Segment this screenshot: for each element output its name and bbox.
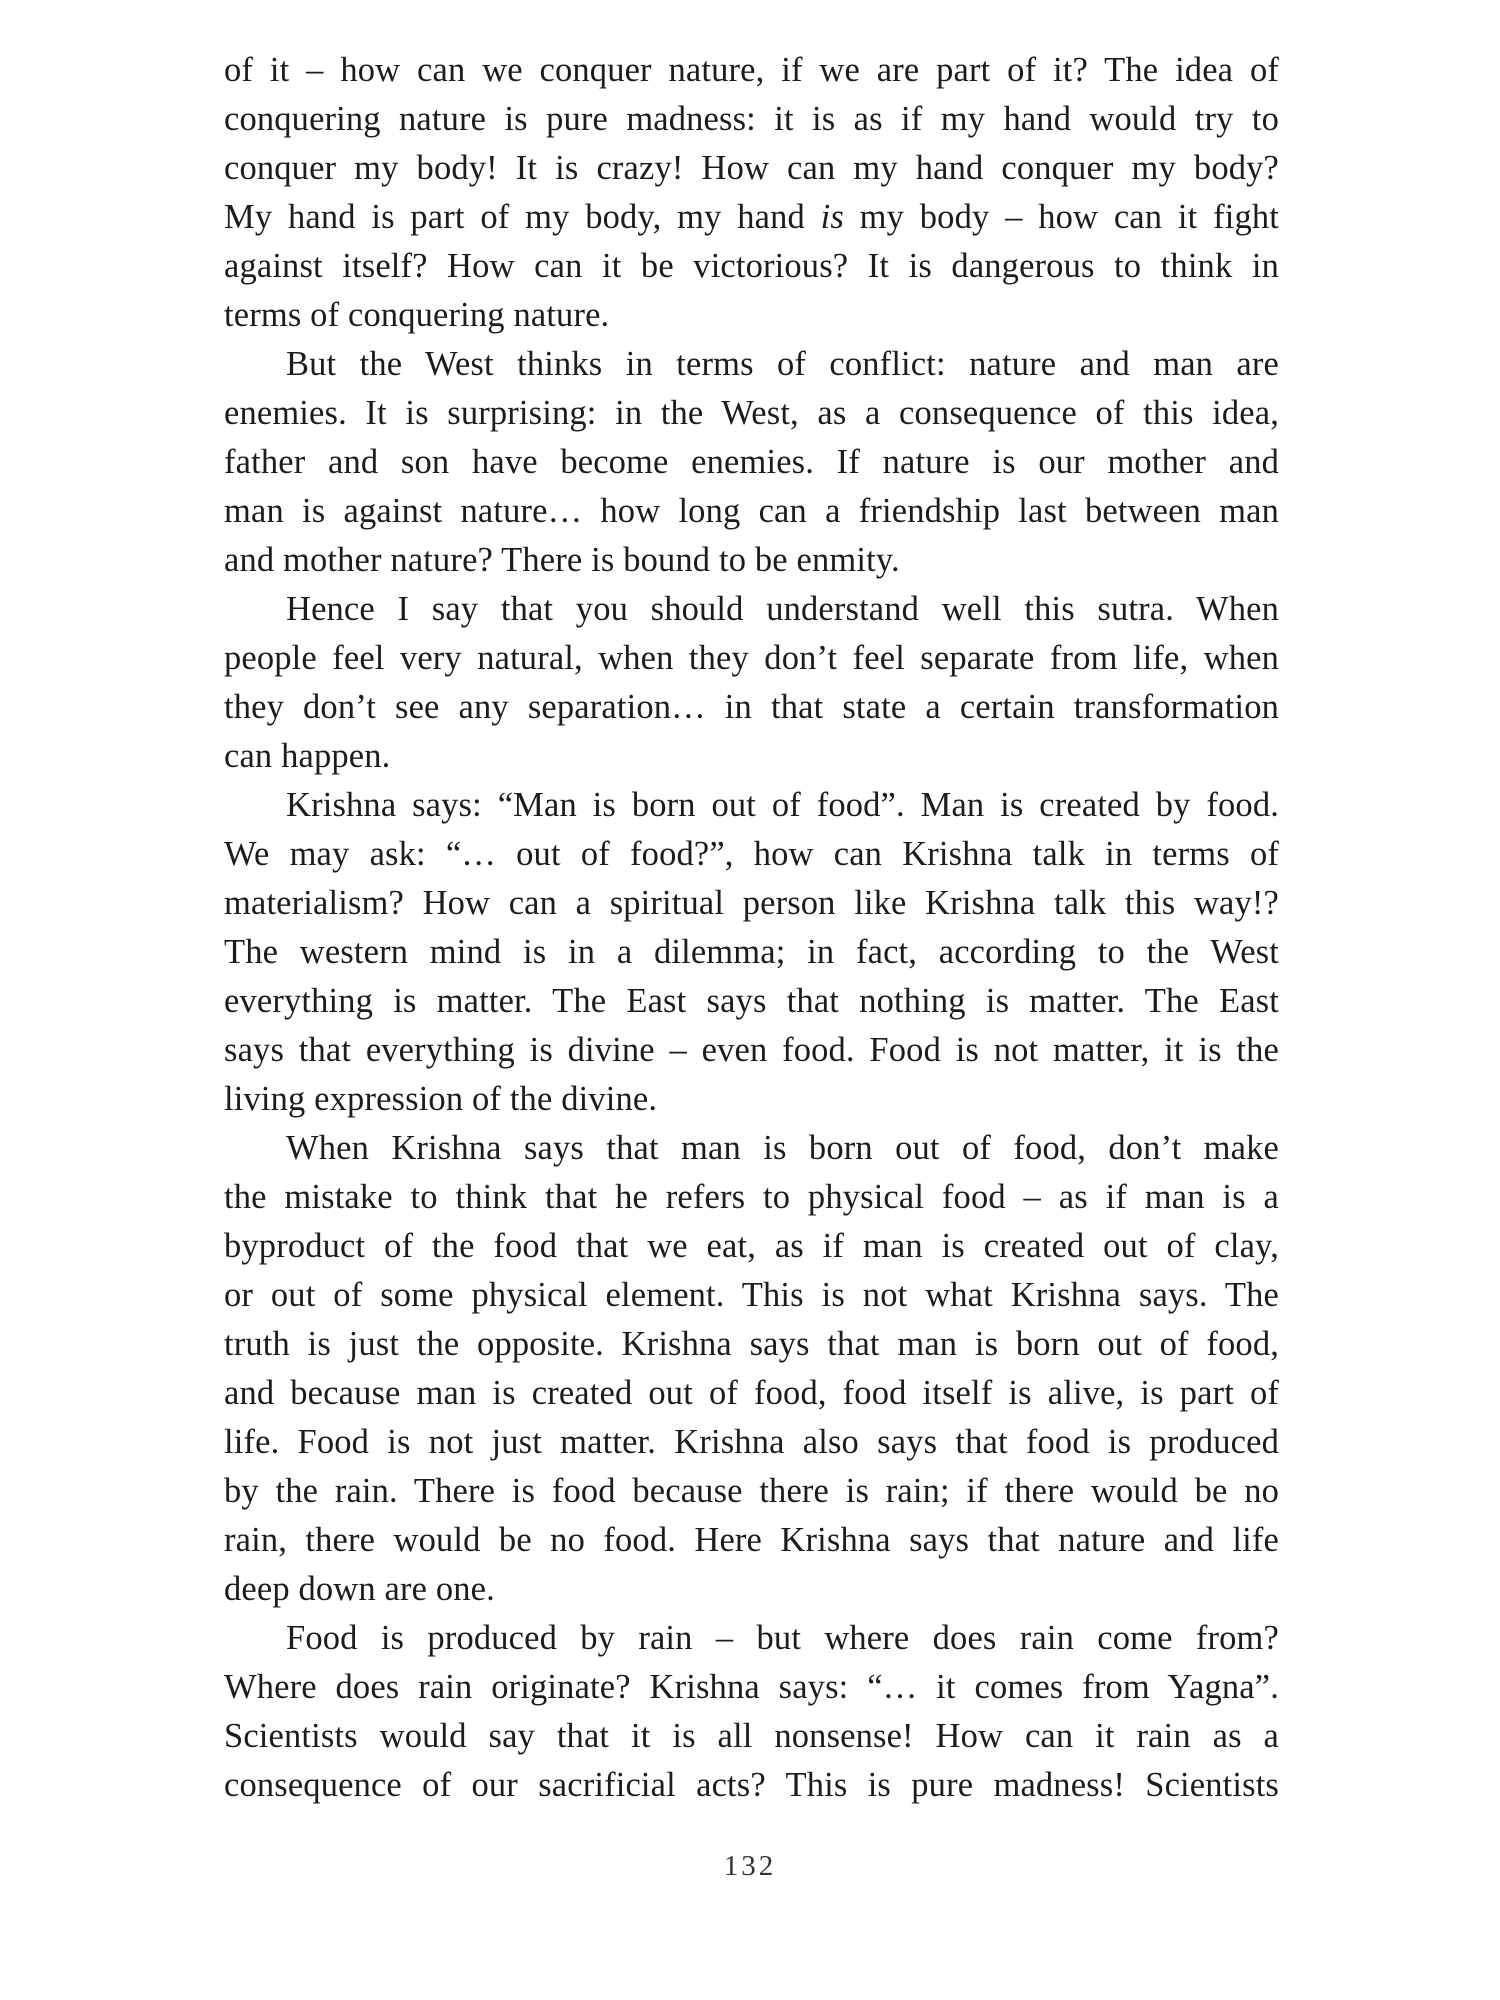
- text-line: enemies. It is surprising: in the West, as a consequence of this idea,: [224, 394, 1279, 432]
- text-line: consequence of our sacrificial acts? This is pure madness! Scientists: [224, 1766, 1279, 1804]
- text-line: everything is matter. The East says that nothing is matter. The East: [224, 982, 1279, 1020]
- paragraph: [224, 1614, 1279, 1810]
- text-line: materialism? How can a spiritual person like Krishna talk this way!?: [224, 884, 1279, 922]
- text-line: living expression of the divine.: [224, 1080, 658, 1118]
- page-number: 132: [723, 1850, 777, 1882]
- text-line: says that everything is divine – even food. Food is not matter, it is the: [224, 1031, 1279, 1069]
- text-line: The western mind is in a dilemma; in fact, according to the West: [224, 933, 1279, 971]
- paragraph: [224, 46, 1279, 340]
- text-line: byproduct of the food that we eat, as if man is created out of clay,: [224, 1227, 1279, 1265]
- text-line: people feel very natural, when they don’t feel separate from life, when: [224, 639, 1279, 677]
- text-line: truth is just the opposite. Krishna says that man is born out of food,: [224, 1325, 1279, 1363]
- text-line: and because man is created out of food, food itself is alive, is part of: [224, 1374, 1279, 1412]
- text-line: of it – how can we conquer nature, if we are part of it? The idea of: [224, 51, 1279, 89]
- text-line: or out of some physical element. This is not what Krishna says. The: [224, 1276, 1279, 1314]
- text-line: by the rain. There is food because there is rain; if there would be no: [224, 1472, 1279, 1510]
- text-line: deep down are one.: [224, 1570, 495, 1608]
- text-line: man is against nature… how long can a friendship last between man: [224, 492, 1279, 530]
- paragraph: [224, 781, 1279, 1124]
- text-line: life. Food is not just matter. Krishna also says that food is produced: [224, 1423, 1279, 1461]
- text-line: conquering nature is pure madness: it is as if my hand would try to: [224, 100, 1279, 138]
- text-line: can happen.: [224, 737, 391, 775]
- text-line: conquer my body! It is crazy! How can my hand conquer my body?: [224, 149, 1279, 187]
- paragraph: [224, 340, 1279, 585]
- text-line: When Krishna says that man is born out of food, don’t make: [286, 1129, 1279, 1167]
- text-line: Where does rain originate? Krishna says: “… it comes from Yagna”.: [224, 1668, 1279, 1706]
- text-line: terms of conquering nature.: [224, 296, 610, 334]
- text-line: We may ask: “… out of food?”, how can Krishna talk in terms of: [224, 835, 1279, 873]
- text-line: the mistake to think that he refers to physical food – as if man is a: [224, 1178, 1279, 1216]
- text-line: Hence I say that you should understand well this sutra. When: [286, 590, 1279, 628]
- text-line: and mother nature? There is bound to be enmity.: [224, 541, 900, 579]
- body-text: [224, 46, 1279, 1810]
- text-line: Scientists would say that it is all nonsense! How can it rain as a: [224, 1717, 1279, 1755]
- emphasis: is: [820, 198, 844, 236]
- paragraph: [224, 1124, 1279, 1614]
- text-line: My hand is part of my body, my hand is my body – how can it fight: [224, 198, 1279, 236]
- text-line: Food is produced by rain – but where does rain come from?: [286, 1619, 1279, 1657]
- text-line: rain, there would be no food. Here Krishna says that nature and life: [224, 1521, 1279, 1559]
- text-line: But the West thinks in terms of conflict: nature and man are: [286, 345, 1279, 383]
- text-line: Krishna says: “Man is born out of food”. Man is created by food.: [286, 786, 1279, 824]
- text-line: they don’t see any separation… in that state a certain transformation: [224, 688, 1279, 726]
- text-line: father and son have become enemies. If nature is our mother and: [224, 443, 1279, 481]
- paragraph: [224, 585, 1279, 781]
- text-line: against itself? How can it be victorious? It is dangerous to think in: [224, 247, 1279, 285]
